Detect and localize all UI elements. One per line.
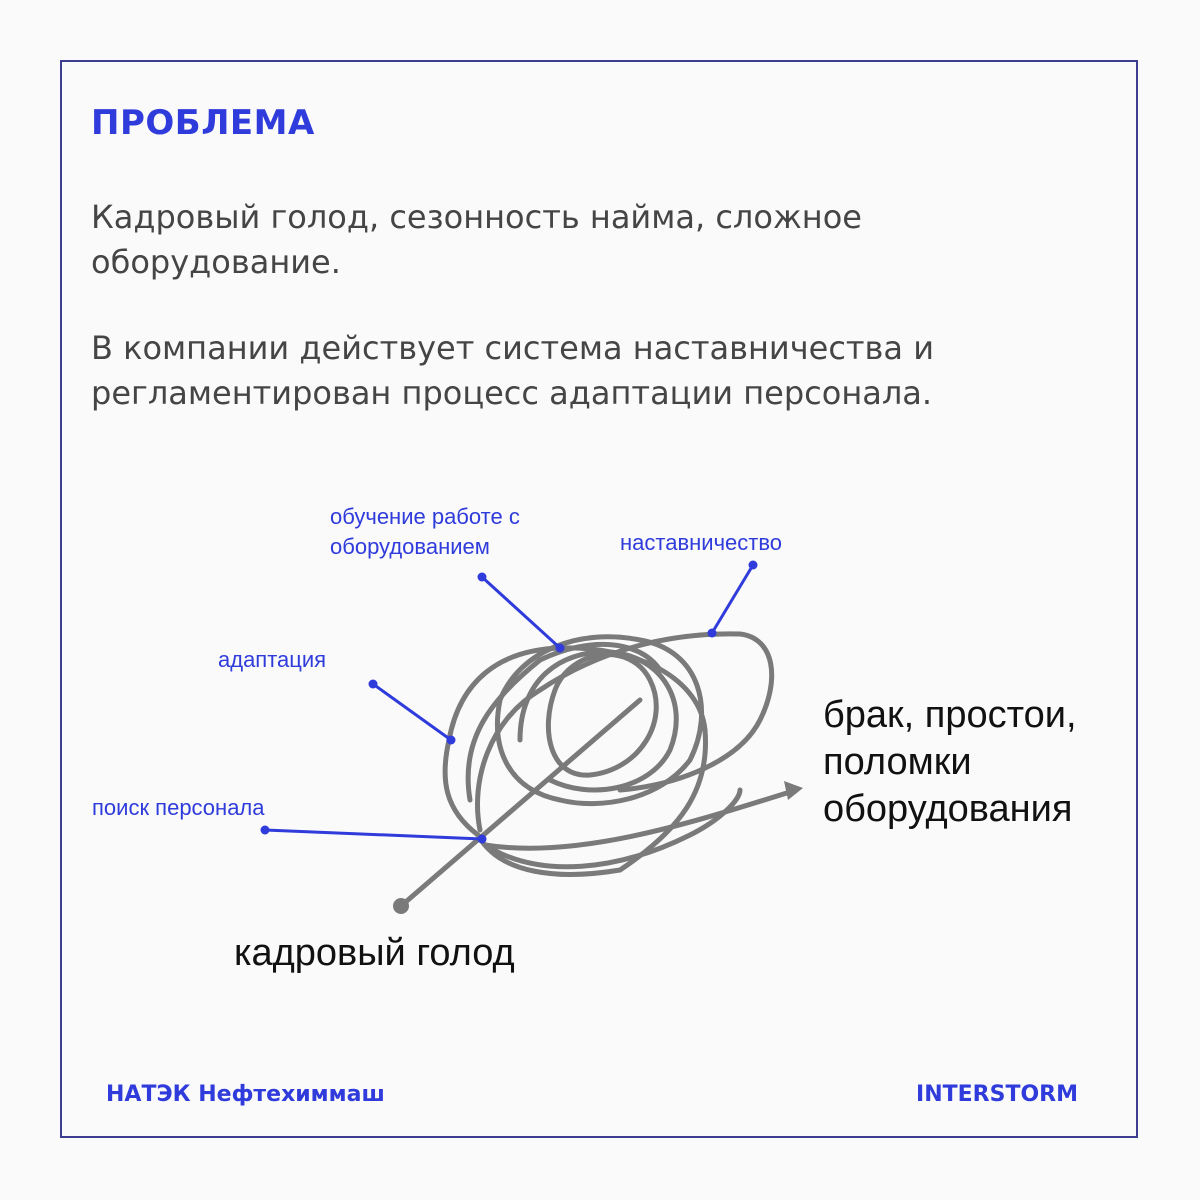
label-training: обучение работе с оборудованием [330, 504, 520, 559]
arrowhead [784, 781, 803, 800]
end-label: брак, простои, поломки оборудования [823, 694, 1077, 830]
label-mentoring: наставничество [620, 530, 783, 555]
arrow-end-segment [485, 792, 790, 848]
footer-company: НАТЭК Нефтехиммаш [106, 1082, 385, 1107]
start-label: кадровый голод [234, 932, 515, 974]
pointer-mentoring [712, 565, 753, 633]
pointer-recruiting [265, 830, 482, 839]
pointer-training [482, 577, 560, 648]
start-dot [393, 898, 409, 914]
footer-brand: INTERSTORM [916, 1082, 1078, 1107]
page-title: ПРОБЛЕМА [91, 103, 315, 143]
pointer-adaptation [373, 684, 451, 740]
problem-paragraph: Кадровый голод, сезонность найма, сложное оборудование. [91, 198, 862, 281]
context-paragraph: В компании действует система наставничества и регламентирован процесс адаптации персонала. [91, 329, 934, 412]
label-adaptation: адаптация [218, 647, 327, 672]
label-recruiting: поиск персонала [92, 795, 265, 820]
pointer-lines [261, 561, 758, 844]
